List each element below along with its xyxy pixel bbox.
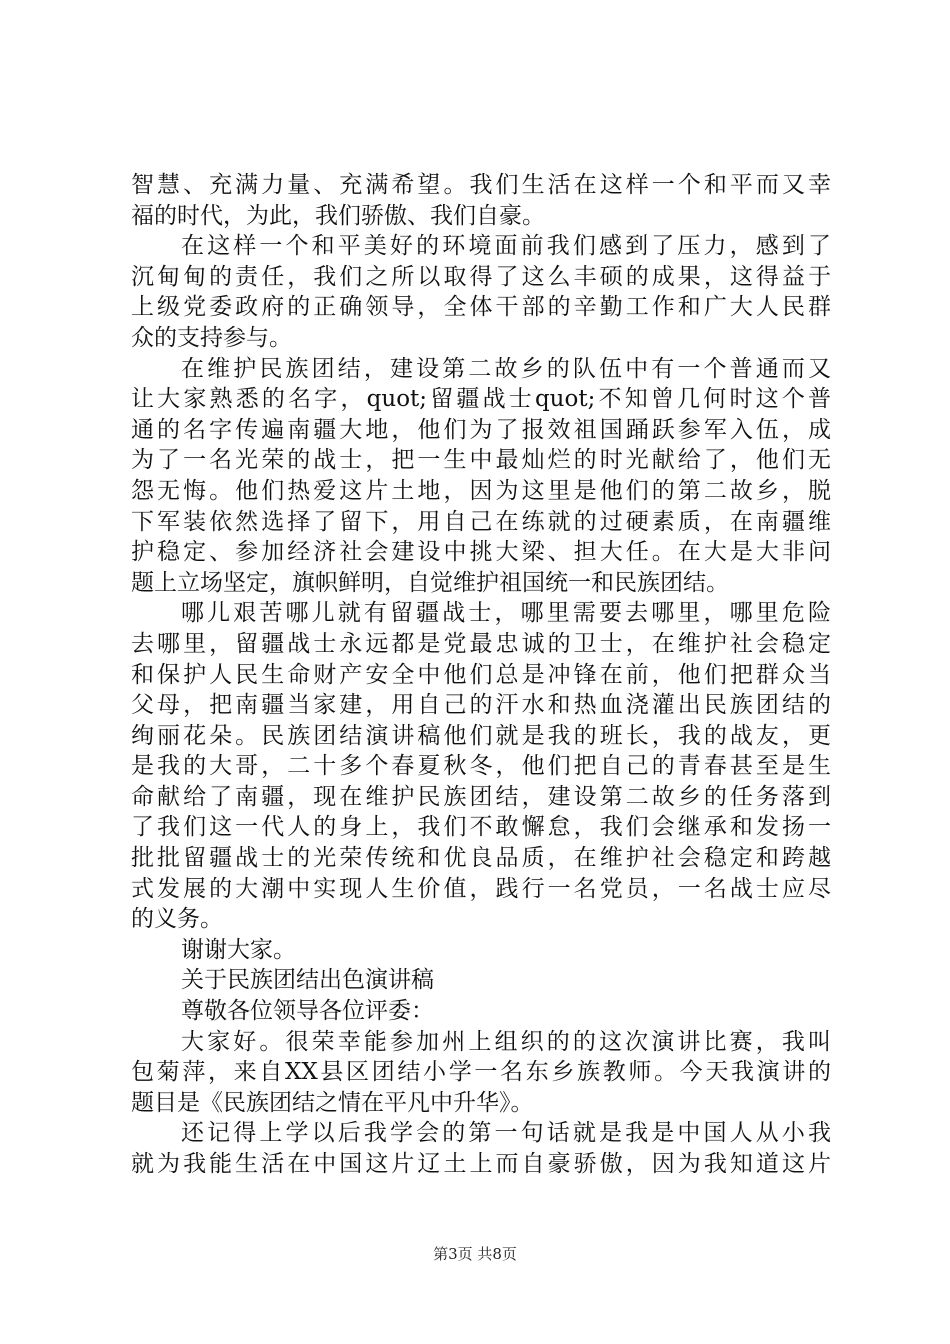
text-line: 大家好。很荣幸能参加州上组织的的这次演讲比赛，我叫 <box>181 1028 831 1055</box>
text-line: 包菊萍，来自XX县区团结小学一名东乡族教师。今天我演讲的 <box>131 1059 831 1086</box>
text-line: 就为我能生活在中国这片辽土上而自豪骄傲，因为我知道这片 <box>131 1151 831 1177</box>
text-line: 尊敬各位领导各位评委： <box>181 998 434 1025</box>
document-body <box>131 170 831 1180</box>
text-line: 怨无悔。他们热爱这片土地，因为这里是他们的第二故乡，脱 <box>131 477 831 504</box>
text-line: 了我们这一代人的身上，我们不敢懈怠，我们会继承和发扬一 <box>131 814 831 841</box>
text-line: 批批留疆战士的光荣传统和优良品质，在维护社会稳定和跨越 <box>131 845 831 872</box>
text-line: 父母，把南疆当家建，用自己的汗水和热血浇灌出民族团结的 <box>131 692 831 719</box>
text-line: 哪儿艰苦哪儿就有留疆战士，哪里需要去哪里，哪里危险 <box>181 600 831 627</box>
text-line: 还记得上学以后我学会的第一句话就是我是中国人从小我 <box>181 1120 831 1147</box>
text-line: 沉甸甸的责任，我们之所以取得了这么丰硕的成果，这得益于 <box>131 263 831 290</box>
text-line: 福的时代，为此，我们骄傲、我们自豪。 <box>131 202 545 229</box>
text-line: 在这样一个和平美好的环境面前我们感到了压力，感到了 <box>181 233 831 260</box>
text-line: 智慧、充满力量、充满希望。我们生活在这样一个和平而又幸 <box>131 172 831 198</box>
page-footer <box>0 1244 950 1264</box>
text-line: 为了一名光荣的战士，把一生中最灿烂的时光献给了，他们无 <box>131 447 831 474</box>
text-line: 是我的大哥，二十多个春夏秋冬，他们把自己的青春甚至是生 <box>131 753 831 780</box>
text-line: 众的支持参与。 <box>131 324 292 351</box>
text-line: 通的名字传遍南疆大地，他们为了报效祖国踊跃参军入伍，成 <box>131 416 831 443</box>
text-line: 上级党委政府的正确领导，全体干部的辛勤工作和广大人民群 <box>131 294 831 321</box>
text-line: 命献给了南疆，现在维护民族团结，建设第二故乡的任务落到 <box>131 783 831 810</box>
text-line: 题目是《民族团结之情在平凡中升华》。 <box>131 1089 534 1116</box>
text-line: 式发展的大潮中实现人生价值，践行一名党员，一名战士应尽 <box>131 875 831 902</box>
text-line: 的义务。 <box>131 906 223 933</box>
text-line: 绚丽花朵。民族团结演讲稿他们就是我的班长，我的战友，更 <box>131 722 831 749</box>
text-line: 下军装依然选择了留下，用自己在练就的过硬素质，在南疆维 <box>131 508 831 535</box>
text-line: 护稳定、参加经济社会建设中挑大梁、担大任。在大是大非问 <box>131 539 831 566</box>
text-line: 去哪里，留疆战士永远都是党最忠诚的卫士，在维护社会稳定 <box>131 630 831 657</box>
text-line: 谢谢大家。 <box>181 936 296 963</box>
text-line: 让大家熟悉的名字，quot;留疆战士quot;不知曾几何时这个普 <box>131 386 831 413</box>
text-line: 题上立场坚定，旗帜鲜明，自觉维护祖国统一和民族团结。 <box>131 569 729 596</box>
text-line: 在维护民族团结，建设第二故乡的队伍中有一个普通而又 <box>181 355 831 382</box>
text-line: 关于民族团结出色演讲稿 <box>181 967 434 994</box>
text-line: 和保护人民生命财产安全中他们总是冲锋在前，他们把群众当 <box>131 661 831 688</box>
page-indicator: 第3页 共8页 <box>433 1245 517 1263</box>
